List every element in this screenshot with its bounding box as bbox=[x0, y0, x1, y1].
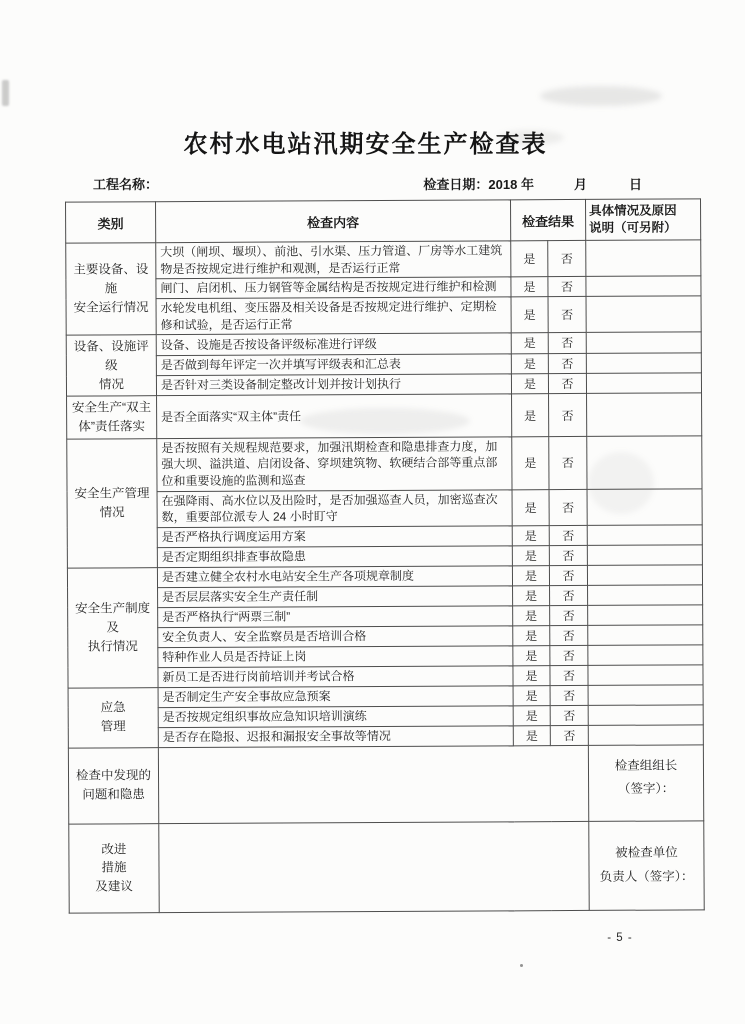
content-cell: 是否严格执行“两票三制” bbox=[158, 605, 513, 627]
date-month-label: 月 bbox=[573, 177, 587, 192]
no-cell: 否 bbox=[549, 545, 587, 565]
content-cell: 是否严格执行调度运用方案 bbox=[157, 525, 512, 547]
category-cell: 安全生产制度 及 执行情况 bbox=[67, 567, 158, 687]
remark-cell bbox=[588, 605, 703, 626]
table-header-row bbox=[66, 199, 701, 243]
header-result: 检查结果 bbox=[511, 199, 586, 240]
no-cell: 否 bbox=[550, 705, 588, 725]
content-cell: 是否存在隐报、迟报和漏报安全事故等情况 bbox=[158, 725, 513, 747]
remark-cell bbox=[587, 488, 702, 525]
no-cell: 否 bbox=[549, 525, 587, 545]
no-cell: 否 bbox=[549, 489, 587, 525]
yes-cell: 是 bbox=[511, 241, 548, 277]
yes-cell: 是 bbox=[513, 585, 550, 605]
yes-cell: 是 bbox=[512, 394, 549, 437]
yes-cell: 是 bbox=[511, 333, 548, 354]
no-cell: 否 bbox=[550, 585, 588, 605]
content-cell: 闸门、启闭机、压力钢管等金属结构是否按规定进行维护和检测 bbox=[156, 277, 511, 299]
no-cell: 否 bbox=[548, 297, 586, 333]
inspection-table bbox=[65, 198, 705, 913]
header-category: 类别 bbox=[66, 202, 156, 243]
remark-cell bbox=[588, 725, 703, 746]
yes-cell: 是 bbox=[511, 277, 548, 297]
yes-cell: 是 bbox=[512, 545, 549, 565]
remark-cell bbox=[588, 645, 703, 666]
no-cell: 否 bbox=[550, 645, 588, 665]
no-cell: 否 bbox=[550, 625, 588, 645]
yes-cell: 是 bbox=[512, 437, 549, 490]
content-cell: 安全负责人、安全监察员是否培训合格 bbox=[158, 625, 513, 647]
table-row bbox=[68, 745, 703, 824]
content-cell: 是否建立健全农村水电站安全生产各项规章制度 bbox=[157, 565, 512, 587]
remark-cell bbox=[586, 352, 701, 373]
form-info-row bbox=[65, 174, 700, 193]
scan-dot bbox=[520, 964, 523, 967]
category-cell: 改进 措施 及建议 bbox=[69, 823, 159, 912]
remark-cell bbox=[586, 332, 701, 353]
no-cell: 否 bbox=[548, 353, 586, 374]
category-cell: 设备、设施评级 情况 bbox=[66, 335, 156, 397]
yes-cell: 是 bbox=[512, 565, 549, 585]
yes-cell: 是 bbox=[512, 489, 549, 525]
no-cell: 否 bbox=[548, 373, 586, 394]
content-cell: 在强降雨、高水位以及出险时，是否加强巡查人员，加密巡查次数，重要部位派专人 24 小时盯守 bbox=[157, 489, 512, 527]
no-cell: 否 bbox=[550, 685, 588, 705]
page-title: 农村水电站汛期安全生产检查表 bbox=[183, 131, 548, 158]
no-cell: 否 bbox=[550, 605, 588, 625]
remark-cell bbox=[587, 525, 702, 546]
content-cell: 水轮发电机组、变压器及相关设备是否按规定进行维护、定期检修和试验，是否运行正常 bbox=[156, 297, 511, 335]
category-cell: 应急 管理 bbox=[68, 687, 158, 747]
content-cell: 是否按照有关规程规范要求，加强汛期检查和隐患排查力度，加强大坝、溢洪道、启闭设备、穿坝建筑物、软硬结合部等重点部位和重要设施的监测和巡查 bbox=[157, 437, 512, 491]
page-number: - 5 - bbox=[607, 932, 633, 944]
table-row bbox=[66, 296, 701, 335]
remark-cell bbox=[587, 393, 702, 436]
inspection-date bbox=[423, 174, 642, 193]
yes-cell: 是 bbox=[511, 297, 548, 333]
yes-cell: 是 bbox=[511, 353, 548, 374]
content-cell: 是否制定生产安全事故应急预案 bbox=[158, 685, 513, 707]
yes-cell: 是 bbox=[513, 625, 550, 645]
content-cell: 是否定期组织排查事故隐患 bbox=[157, 545, 512, 567]
no-cell: 否 bbox=[549, 565, 587, 585]
category-cell: 检查中发现的 问题和隐患 bbox=[68, 747, 158, 823]
scan-smudge bbox=[2, 80, 9, 106]
no-cell: 否 bbox=[549, 436, 587, 489]
no-cell: 否 bbox=[550, 725, 588, 745]
remark-cell bbox=[586, 276, 701, 297]
findings-note-cell bbox=[158, 745, 588, 823]
inspection-date-label: 检查日期：2018 年 bbox=[423, 177, 534, 192]
yes-cell: 是 bbox=[512, 525, 549, 545]
yes-cell: 是 bbox=[511, 374, 548, 395]
content-cell: 特种作业人员是否持证上岗 bbox=[158, 645, 513, 667]
remark-cell bbox=[588, 665, 703, 686]
table-row bbox=[67, 393, 702, 439]
category-cell: 主要设备、设施 安全运行情况 bbox=[66, 243, 156, 336]
content-cell: 是否全面落实“双主体”责任 bbox=[157, 394, 512, 438]
category-cell: 安全生产管理 情况 bbox=[67, 439, 158, 568]
remark-cell bbox=[586, 240, 701, 277]
yes-cell: 是 bbox=[513, 605, 550, 625]
no-cell: 否 bbox=[548, 277, 586, 297]
content-cell: 是否做到每年评定一次并填写评级表和汇总表 bbox=[156, 353, 511, 375]
remark-cell bbox=[588, 585, 703, 606]
content-cell: 是否针对三类设备制定整改计划并按计划执行 bbox=[156, 374, 511, 396]
suggestions-note-cell bbox=[159, 821, 589, 912]
inspector-signature-cell: 检查组组长 （签字）： bbox=[588, 745, 703, 822]
category-cell: 安全生产“双主 体”责任落实 bbox=[67, 396, 157, 439]
remark-cell bbox=[586, 373, 701, 394]
yes-cell: 是 bbox=[513, 685, 550, 705]
unit-head-signature-cell: 被检查单位 负责人（签字）： bbox=[589, 821, 704, 911]
remark-cell bbox=[586, 296, 701, 333]
remark-cell bbox=[587, 545, 702, 566]
date-day-label: 日 bbox=[628, 177, 642, 192]
table-row bbox=[69, 821, 704, 913]
content-cell: 是否层层落实安全生产责任制 bbox=[158, 585, 513, 607]
no-cell: 否 bbox=[548, 240, 586, 276]
remark-cell bbox=[588, 685, 703, 706]
header-content: 检查内容 bbox=[156, 200, 511, 243]
table-row bbox=[67, 436, 702, 492]
table-row bbox=[67, 488, 702, 527]
yes-cell: 是 bbox=[513, 705, 550, 725]
scan-smudge bbox=[540, 86, 662, 106]
table-row bbox=[66, 240, 701, 279]
yes-cell: 是 bbox=[513, 645, 550, 665]
content-cell: 大坝（闸坝、堰坝）、前池、引水渠、压力管道、厂房等水工建筑物是否按规定进行维护和观测，是否运行正常 bbox=[156, 241, 511, 279]
project-name-label: 工程名称： bbox=[93, 177, 159, 192]
content-cell: 设备、设施是否按设备评级标准进行评级 bbox=[156, 333, 511, 355]
no-cell: 否 bbox=[548, 333, 586, 354]
content-cell: 新员工是否进行岗前培训并考试合格 bbox=[158, 665, 513, 687]
remark-cell bbox=[588, 625, 703, 646]
no-cell: 否 bbox=[549, 394, 587, 437]
remark-cell bbox=[588, 705, 703, 726]
yes-cell: 是 bbox=[513, 665, 550, 685]
header-remark: 具体情况及原因 说明（可另附） bbox=[586, 199, 701, 241]
content-cell: 是否按规定组织事故应急知识培训演练 bbox=[158, 705, 513, 727]
yes-cell: 是 bbox=[513, 725, 550, 745]
no-cell: 否 bbox=[550, 665, 588, 685]
remark-cell bbox=[587, 565, 702, 586]
remark-cell bbox=[587, 436, 702, 489]
